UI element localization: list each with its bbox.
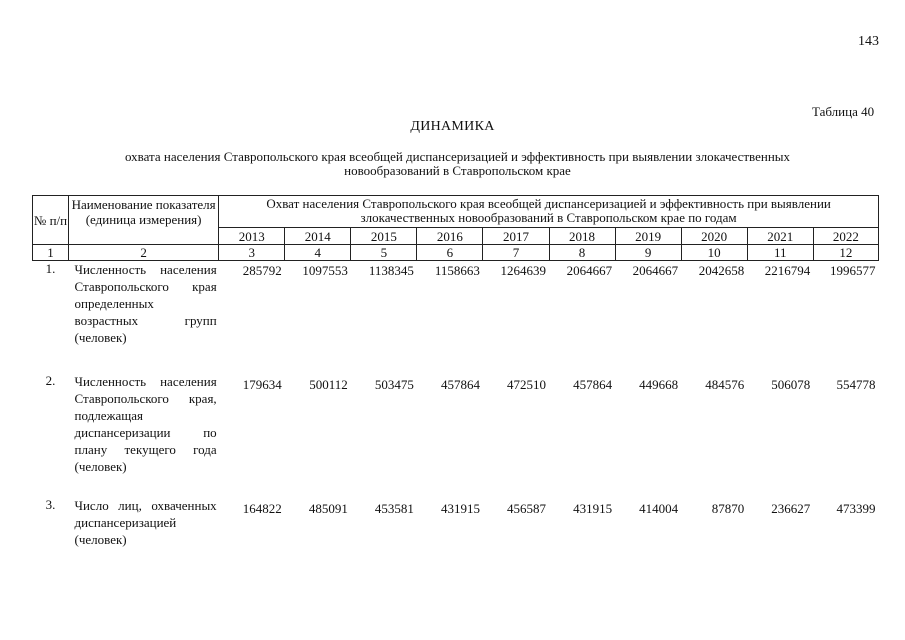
table-cell: 431915 xyxy=(440,501,480,516)
table-cell: 484576 xyxy=(705,377,745,392)
column-number: 12 xyxy=(813,245,878,261)
table-cell: 503475 xyxy=(374,377,414,392)
document-title: ДИНАМИКА xyxy=(410,119,495,134)
header-main: Охват населения Ставропольского края всеобщей диспансеризацией и эффективность при выявлении злокачественных новообразований в Ставропольском крае по годам xyxy=(219,196,879,228)
table-cell: 500112 xyxy=(309,377,348,392)
column-number: 6 xyxy=(417,245,483,261)
header-no: № п/п xyxy=(33,196,69,245)
table-cell: 456587 xyxy=(507,501,546,516)
row-number: 2. xyxy=(45,373,56,388)
row-number: 3. xyxy=(45,497,56,512)
table-row xyxy=(33,261,879,374)
table-cell: 2064667 xyxy=(632,263,679,278)
table-cell: 87870 xyxy=(711,501,745,516)
row-indicator-name: Численность населения Ставропольского края определенных возрастных групп (человек) xyxy=(74,262,217,345)
table-cell: 431915 xyxy=(573,501,613,516)
column-number: 5 xyxy=(351,245,417,261)
header-year: 2019 xyxy=(615,228,681,245)
data-table xyxy=(32,195,879,571)
header-name: Наименование показателя (единица измерения) xyxy=(69,196,219,245)
table-cell: 449668 xyxy=(639,377,679,392)
header-year: 2022 xyxy=(813,228,878,245)
column-number: 1 xyxy=(33,245,69,261)
subtitle-line-1: охвата населения Ставропольского края всеобщей диспансеризацией и эффективность при выявлении злокачественных xyxy=(124,149,791,164)
table-row xyxy=(33,373,879,497)
column-number: 7 xyxy=(483,245,549,261)
column-number: 8 xyxy=(549,245,615,261)
row-indicator-name: Численность населения Ставропольского края, подлежащая диспансеризации по плану текущего года (человек) xyxy=(74,374,217,474)
header-year: 2014 xyxy=(285,228,351,245)
header-year: 2013 xyxy=(219,228,285,245)
table-cell: 164822 xyxy=(242,501,282,516)
table-cell: 1097553 xyxy=(302,263,348,278)
table-cell: 457864 xyxy=(573,377,613,392)
column-number: 2 xyxy=(69,245,219,261)
table-cell: 457864 xyxy=(440,377,480,392)
header-year: 2020 xyxy=(681,228,747,245)
table-cell: 473399 xyxy=(836,501,876,516)
table-cell: 485091 xyxy=(308,501,348,516)
header-year: 2018 xyxy=(549,228,615,245)
table-cell: 472510 xyxy=(507,377,546,392)
table-cell: 1996577 xyxy=(830,263,876,278)
table-row xyxy=(33,497,879,571)
subtitle-line-2: новообразований в Ставропольском крае xyxy=(344,163,571,178)
table-cell: 285792 xyxy=(242,263,282,278)
table-cell: 506078 xyxy=(771,377,811,392)
page-number: 143 xyxy=(858,34,879,49)
table-cell: 236627 xyxy=(771,501,811,516)
table-cell: 453581 xyxy=(374,501,414,516)
row-indicator-name: Число лиц, охваченных диспансеризацией (человек) xyxy=(74,498,217,547)
column-number: 4 xyxy=(285,245,351,261)
table-cell: 1138345 xyxy=(368,263,414,278)
table-cell: 554778 xyxy=(836,377,876,392)
table-cell: 179634 xyxy=(242,377,282,392)
document-subtitle xyxy=(55,150,860,178)
table-label: Таблица 40 xyxy=(812,104,875,119)
row-number: 1. xyxy=(45,261,56,276)
header-year: 2021 xyxy=(747,228,813,245)
column-number: 10 xyxy=(681,245,747,261)
table-cell: 2064667 xyxy=(566,263,613,278)
header-year: 2015 xyxy=(351,228,417,245)
column-number: 11 xyxy=(747,245,813,261)
table-cell: 1264639 xyxy=(500,263,546,278)
table-cell: 414004 xyxy=(639,501,679,516)
table-cell: 1158663 xyxy=(434,263,480,278)
column-number: 3 xyxy=(219,245,285,261)
header-year: 2016 xyxy=(417,228,483,245)
header-year: 2017 xyxy=(483,228,549,245)
table-cell: 2042658 xyxy=(698,263,745,278)
column-number: 9 xyxy=(615,245,681,261)
table-cell: 2216794 xyxy=(764,263,811,278)
